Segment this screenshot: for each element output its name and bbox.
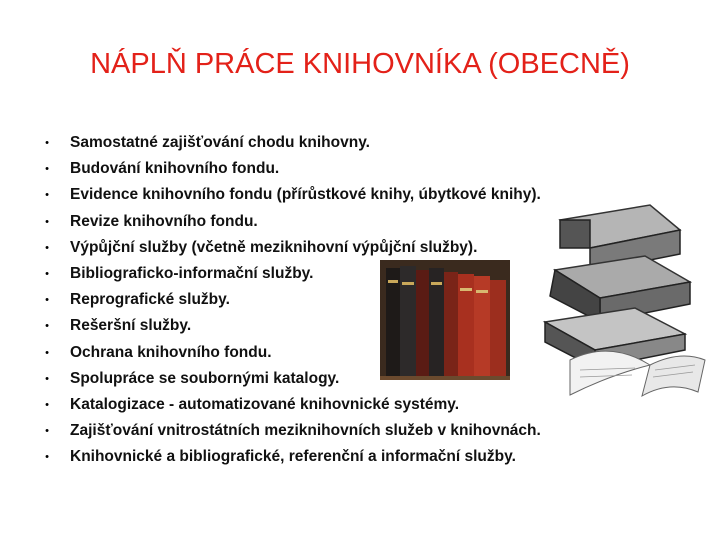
list-item (40, 366, 541, 392)
bullet-icon: • (45, 425, 49, 438)
bullet-icon: • (45, 398, 49, 411)
bullet-icon: • (45, 241, 49, 254)
bullet-icon: • (45, 163, 49, 176)
bullet-icon: • (45, 346, 49, 359)
bullet-icon: • (45, 294, 49, 307)
list-item-text: Ochrana knihovního fondu. (70, 343, 272, 361)
list-item-text: Reprografické služby. (70, 291, 230, 309)
bullet-icon: • (45, 189, 49, 202)
list-item (40, 130, 541, 156)
list-item (40, 287, 541, 313)
list-item (40, 235, 541, 261)
list-item (40, 444, 541, 470)
list-item (40, 392, 541, 418)
bullet-icon: • (45, 320, 49, 333)
bullet-icon: • (45, 215, 49, 228)
list-item-text: Výpůjční služby (včetně meziknihovní výpůjční služby). (70, 238, 478, 256)
list-item-text: Bibliograficko-informační služby. (70, 264, 314, 282)
bullet-icon: • (45, 372, 49, 385)
slide-title: NÁPLŇ PRÁCE KNIHOVNÍKA (OBECNĚ) (90, 48, 630, 80)
list-item-text: Katalogizace - automatizované knihovnické systémy. (70, 395, 460, 413)
list-item-text: Revize knihovního fondu. (70, 212, 258, 230)
list-item (40, 418, 541, 444)
duties-list (40, 130, 541, 470)
list-item-text: Budování knihovního fondu. (70, 160, 280, 178)
list-item (40, 261, 541, 287)
bullet-icon: • (45, 267, 49, 280)
list-item-text: Evidence knihovního fondu (přírůstkové knihy, úbytkové knihy). (70, 186, 541, 204)
list-item-text: Knihovnické a bibliografické, referenční a informační služby. (70, 448, 516, 466)
list-item (40, 340, 541, 366)
list-item (40, 156, 541, 182)
bullet-icon: • (45, 451, 49, 464)
list-item (40, 209, 541, 235)
bullet-icon: • (45, 137, 49, 149)
book-stack-drawing (545, 205, 705, 396)
list-item-text: Zajišťování vnitrostátních meziknihovních služeb v knihovnách. (70, 422, 541, 440)
list-item-text: Samostatné zajišťování chodu knihovny. (70, 134, 370, 151)
list-item (40, 182, 541, 208)
list-item-text: Rešeršní služby. (70, 317, 192, 335)
list-item (40, 313, 541, 339)
list-item-text: Spolupráce se soubornými katalogy. (70, 369, 340, 387)
